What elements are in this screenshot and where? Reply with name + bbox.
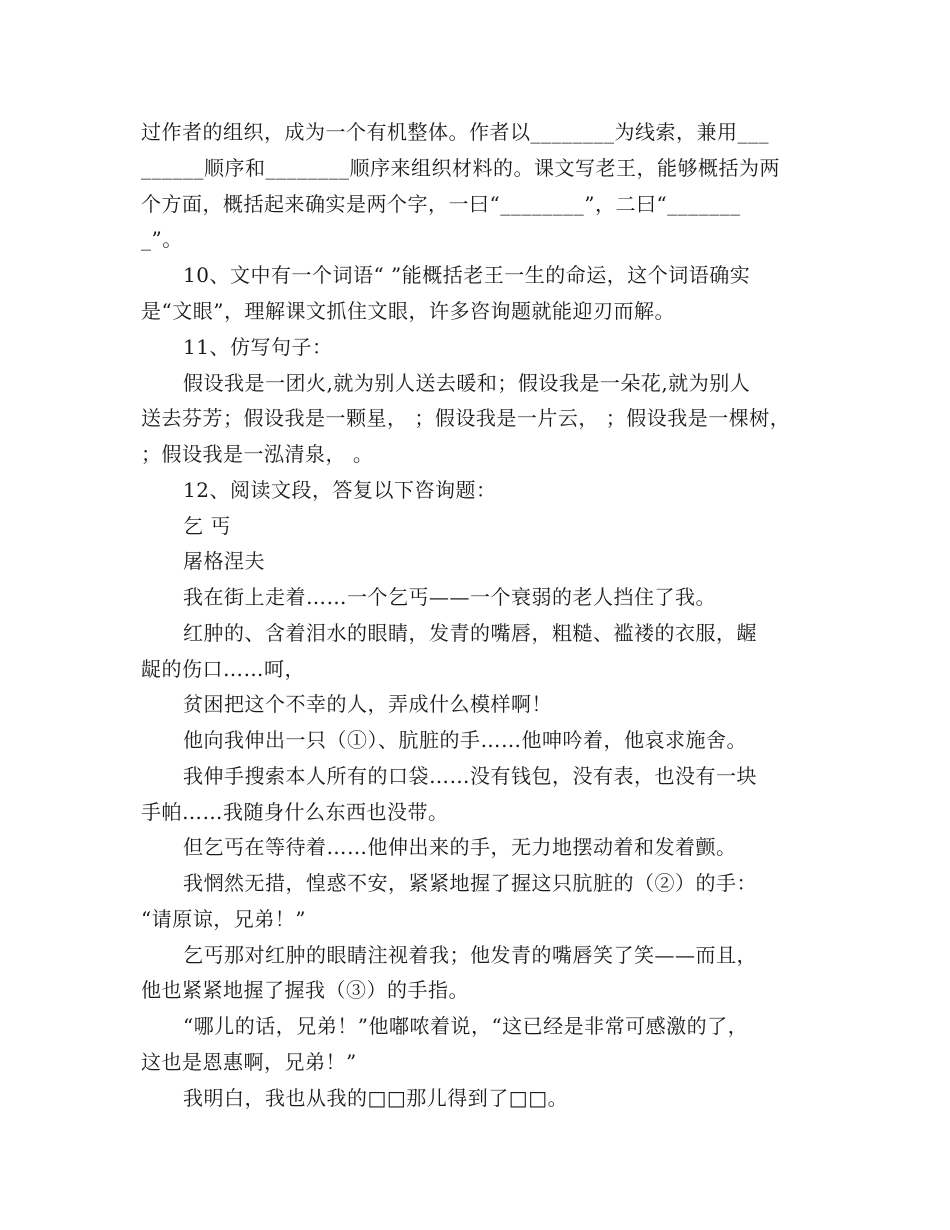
passage-line-3: 龊的伤口……呵， [141,657,305,681]
text-line-3: 个方面，概括起来确实是两个字，一曰“________”，二曰“_______ [141,192,741,216]
text-line-2: ______顺序和________顺序来组织材料的。课文写老王，能够概括为两 [141,156,780,180]
passage-line-14: 这也是恩惠啊，兄弟！” [141,1050,357,1074]
passage-line-6: 我伸手搜索本人所有的口袋……没有钱包，没有表，也没有一块 [183,764,757,788]
passage-line-11: 乞丐那对红肿的眼睛注视着我；他发青的嘴唇笑了笑——而且， [183,943,757,967]
passage-line-13: “哪儿的话，兄弟！”他嘟哝着说，“这已经是非常可感激的了， [183,1014,749,1038]
question-11-line-2: 送去芬芳；假设我是一颗星， ；假设我是一片云， ；假设我是一棵树， [141,406,791,430]
passage-line-4: 贫困把这个不幸的人，弄成什么模样啊！ [183,692,552,716]
passage-line-2: 红肿的、含着泪水的眼睛，发青的嘴唇，粗糙、褴褛的衣服，龌 [183,621,757,645]
passage-line-7: 手帕……我随身什么东西也没带。 [141,800,449,824]
question-11-line-1: 假设我是一团火,就为别人送去暖和；假设我是一朵花,就为别人 [183,371,751,395]
text-line-4: _”。 [141,227,183,251]
passage-line-10: “请原谅，兄弟！” [141,907,306,931]
passage-line-15: 我明白，我也从我的□□那儿得到了□□。 [183,1086,569,1110]
passage-title: 乞 丐 [183,514,231,538]
question-11-line-3: ；假设我是一泓清泉， 。 [141,442,374,466]
question-12-heading: 12、阅读文段，答复以下咨询题： [183,478,497,502]
passage-line-8: 但乞丐在等待着……他伸出来的手，无力地摆动着和发着颤。 [183,835,737,859]
question-10-line-1: 10、文中有一个词语“ ”能概括老王一生的命运，这个词语确实 [183,263,751,287]
passage-line-12: 他也紧紧地握了握我（③）的手指。 [141,978,469,1002]
passage-line-5: 他向我伸出一只（①）、肮脏的手……他呻吟着，他哀求施舍。 [183,728,747,752]
passage-line-9: 我惘然无措，惶惑不安，紧紧地握了握这只肮脏的（②）的手： [183,871,757,895]
question-10-line-2: 是“文眼”，理解课文抓住文眼，许多咨询题就能迎刃而解。 [141,299,675,323]
text-line-1: 过作者的组织，成为一个有机整体。作者以________为线索，兼用___ [141,120,769,144]
question-11-heading: 11、仿写句子： [183,335,333,359]
passage-author: 屠格涅夫 [183,549,265,573]
passage-line-1: 我在街上走着……一个乞丐——一个衰弱的老人挡住了我。 [183,585,716,609]
